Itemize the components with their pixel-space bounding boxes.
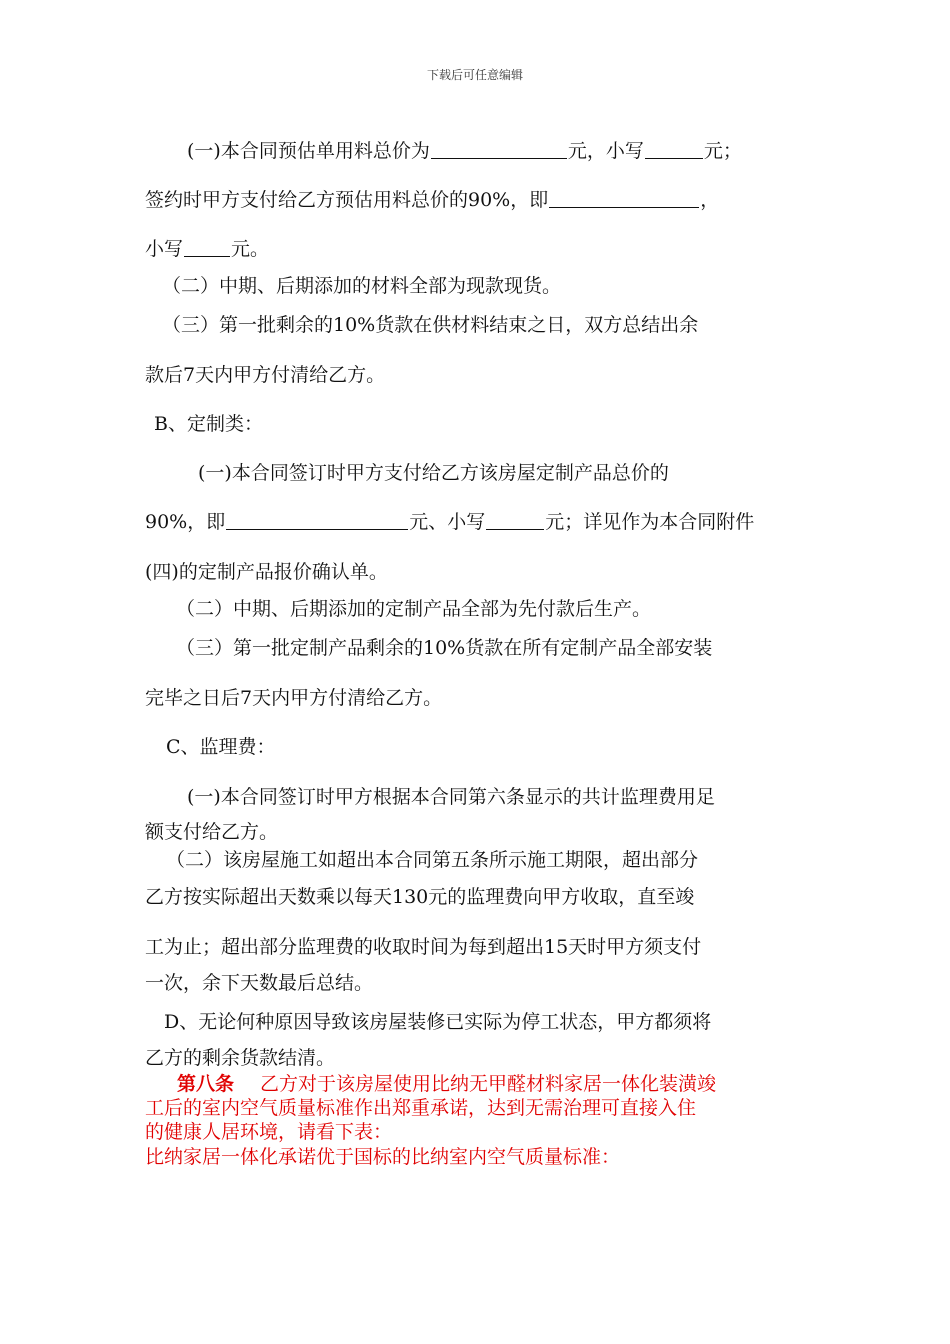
a-line-2-text-b: ， (700, 189, 720, 211)
blank-total-price-small (645, 140, 703, 159)
b-line-1: (一)本合同签订时甲方支付给乙方该房屋定制产品总价的 (198, 462, 669, 484)
art8-line-4: 比纳家居一体化承诺优于国标的比纳室内空气质量标准： (145, 1146, 621, 1168)
blank-custom-price (226, 511, 408, 530)
art8-line-3: 的健康人居环境，请看下表： (145, 1121, 393, 1143)
a-line-1-text-c: 元； (703, 140, 742, 162)
b-line-5: （三）第一批定制产品剩余的10%货款在所有定制产品全部安装 (176, 637, 713, 659)
c-title: C、监理费： (166, 736, 276, 758)
a-line-3-text-a: 小写 (145, 238, 184, 260)
a-line-5: （三）第一批剩余的10%货款在供材料结束之日，双方总结出余 (162, 314, 699, 336)
d-line-1: D、无论何种原因导致该房屋装修已实际为停工状态，甲方都须将 (164, 1011, 712, 1033)
c-line-6: 一次，余下天数最后总结。 (145, 972, 374, 994)
a-line-2-text-a: 签约时甲方支付给乙方预估用料总价的90%，即 (145, 189, 549, 211)
c-line-4: 乙方按实际超出天数乘以每天130元的监理费向甲方收取，直至竣 (145, 886, 695, 908)
blank-total-price (431, 140, 567, 159)
a-line-3-text-b: 元。 (231, 238, 270, 260)
art8-label: 第八条 (177, 1073, 235, 1095)
b-line-2-text-b: 元、小写 (409, 511, 486, 533)
a-line-6: 款后7天内甲方付清给乙方。 (145, 364, 386, 386)
blank-custom-price-small (486, 511, 544, 530)
a-line-4: （二）中期、后期添加的材料全部为现款现货。 (162, 275, 562, 297)
page-header: 下载后可任意编辑 (426, 68, 523, 82)
a-line-1-text-b: 元，小写 (567, 140, 644, 162)
b-line-4: （二）中期、后期添加的定制产品全部为先付款后生产。 (176, 598, 652, 620)
a-line-2 (145, 188, 719, 212)
b-line-6: 完毕之日后7天内甲方付清给乙方。 (145, 687, 443, 709)
c-line-1: (一)本合同签订时甲方根据本合同第六条显示的共计监理费用足 (187, 786, 715, 808)
blank-ninety-percent-small (184, 238, 230, 257)
c-line-2: 额支付给乙方。 (145, 821, 279, 843)
b-title: B、定制类： (154, 413, 263, 435)
a-line-1-text-a: (一)本合同预估单用料总价为 (187, 140, 430, 162)
a-line-3 (145, 237, 269, 261)
b-line-3: (四)的定制产品报价确认单。 (145, 561, 388, 583)
art8-line-1-text: 乙方对于该房屋使用比纳无甲醛材料家居一体化装潢竣 (260, 1073, 717, 1095)
b-line-2-text-c: 元；详见作为本合同附件 (545, 511, 755, 533)
b-line-2-text-a: 90%，即 (145, 511, 226, 533)
c-line-3: （二）该房屋施工如超出本合同第五条所示施工期限，超出部分 (166, 849, 699, 871)
d-line-2: 乙方的剩余货款结清。 (145, 1047, 336, 1069)
art8-line-1 (177, 1073, 716, 1095)
b-line-2 (145, 510, 754, 534)
art8-line-2: 工后的室内空气质量标准作出郑重承诺，达到无需治理可直接入住 (145, 1097, 697, 1119)
blank-ninety-percent (549, 189, 699, 208)
c-line-5: 工为止；超出部分监理费的收取时间为每到超出15天时甲方须支付 (145, 936, 702, 958)
a-line-1 (187, 139, 742, 163)
